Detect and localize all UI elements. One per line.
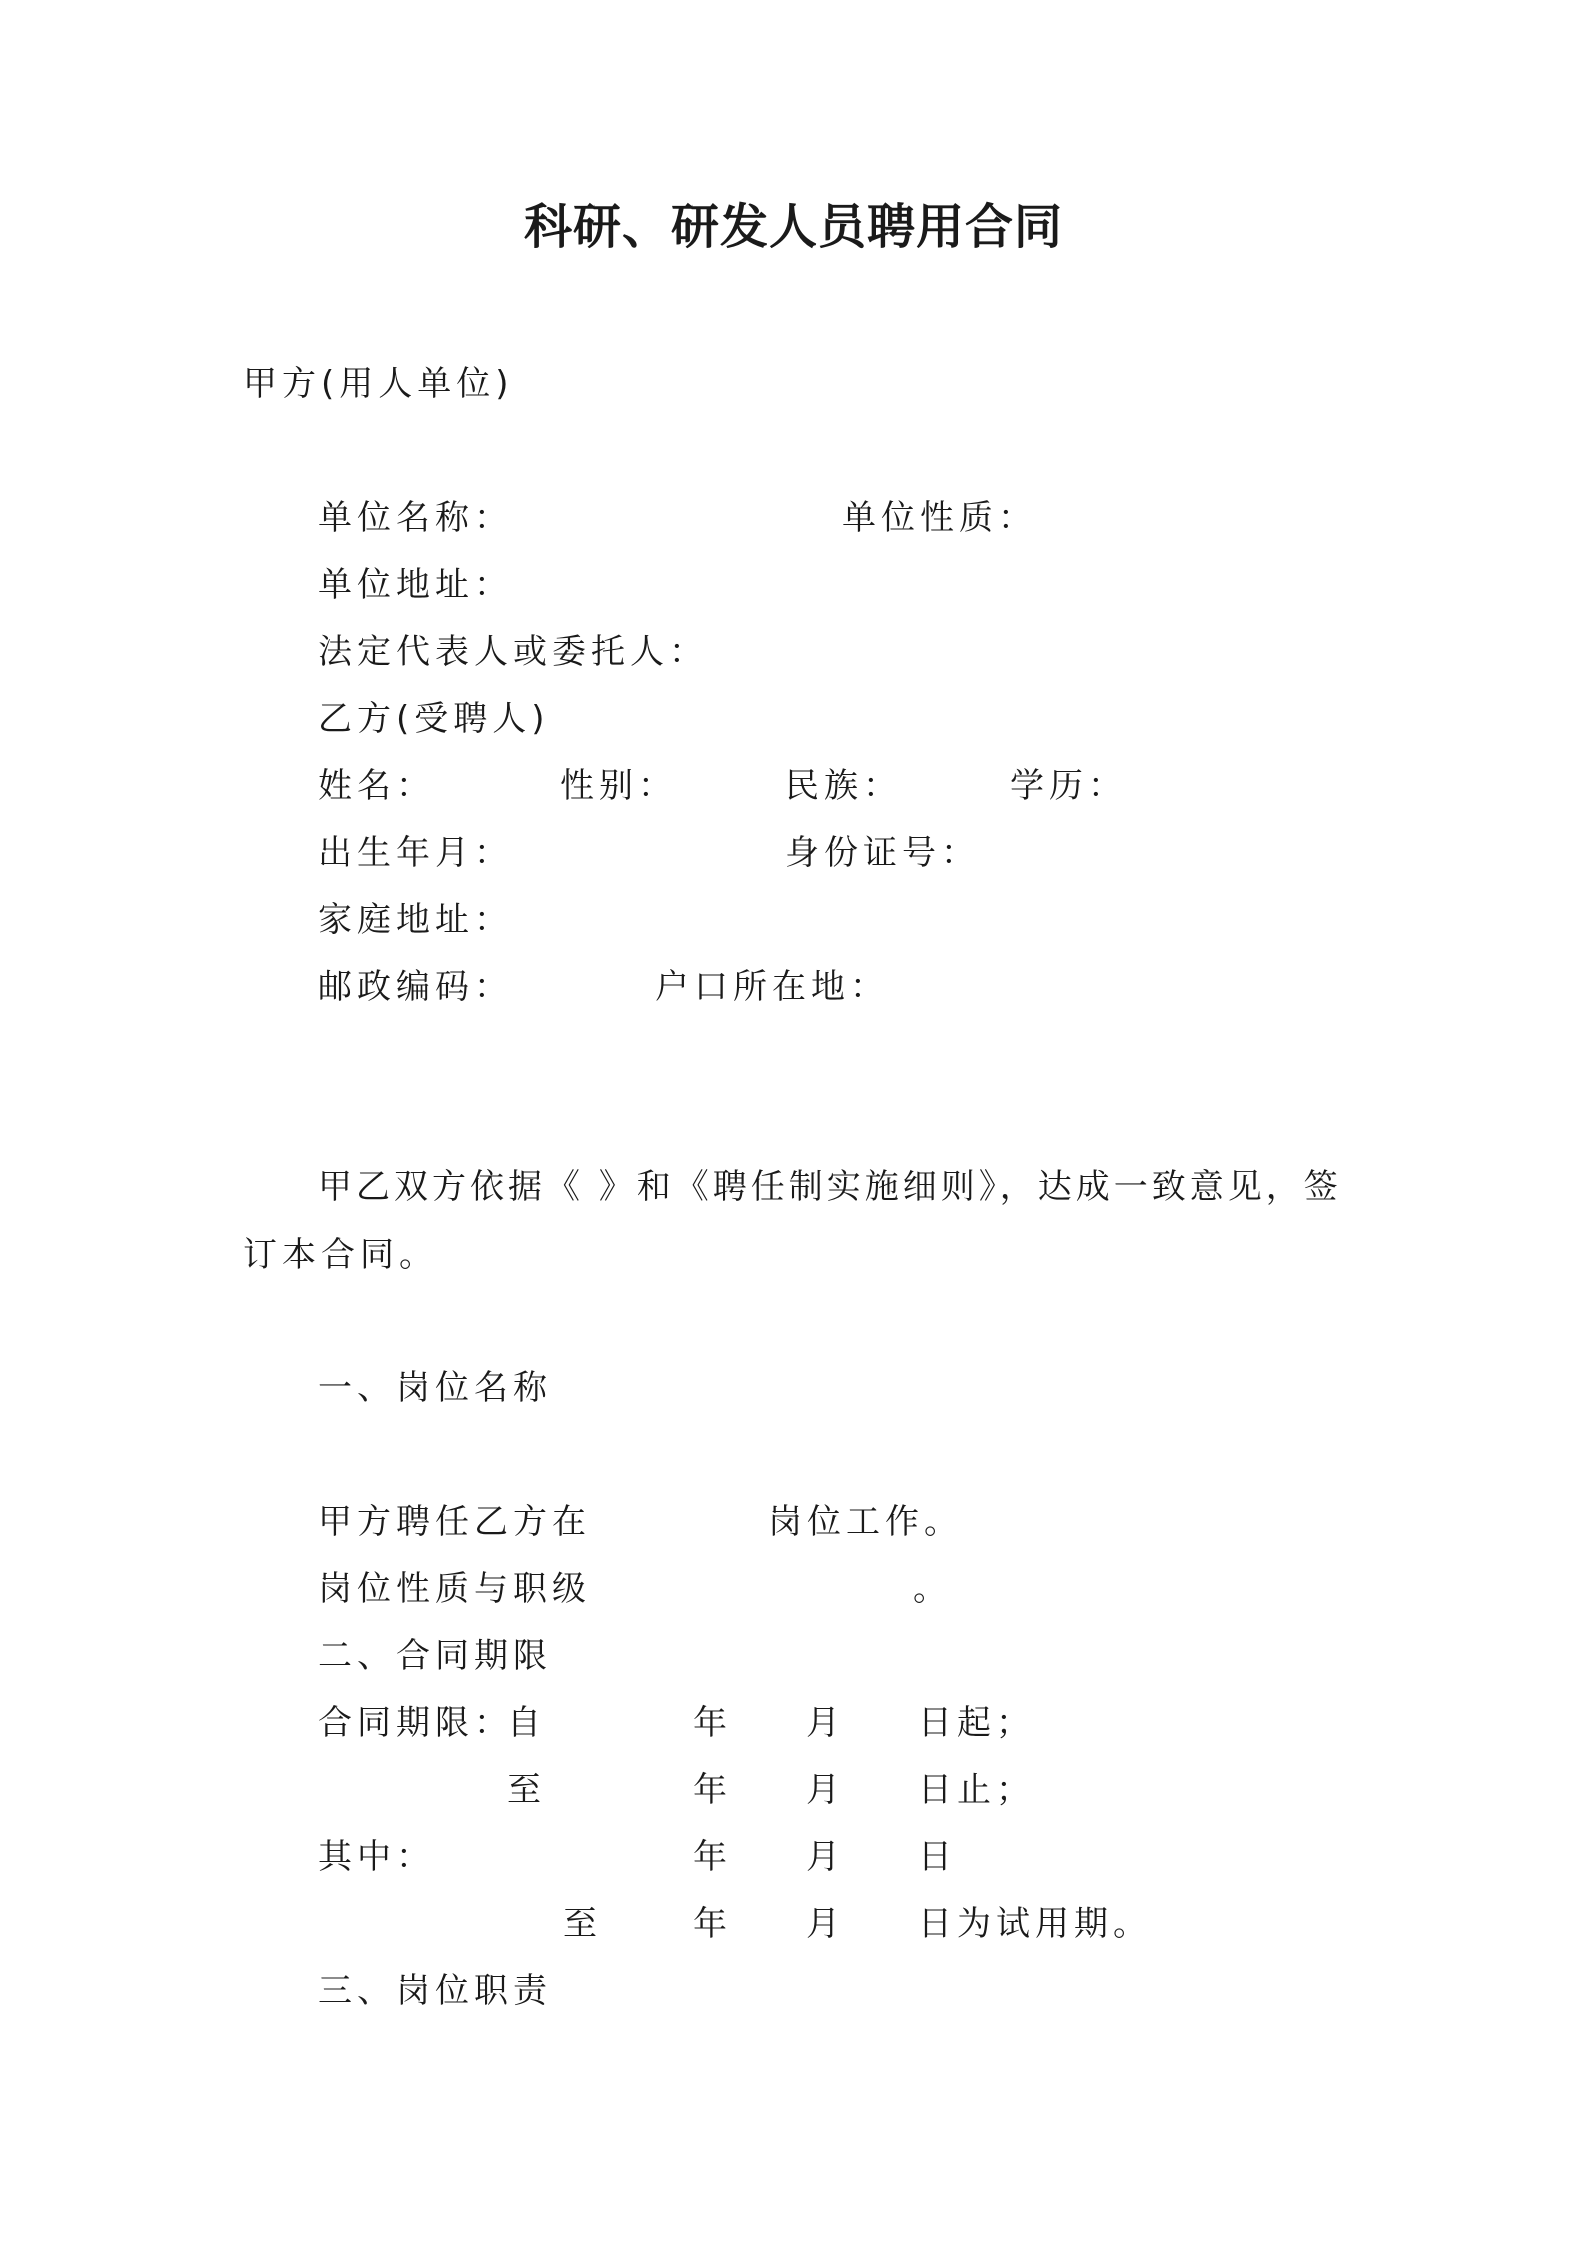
- period-start-month: 月: [806, 1703, 845, 1743]
- period-end-year: 年: [693, 1770, 732, 1810]
- postal-code-label: 邮政编码：: [318, 967, 513, 1007]
- probation-end-month: 月: [806, 1904, 845, 1944]
- post-suffix: 岗位工作。: [768, 1502, 963, 1542]
- name-label: 姓名：: [318, 766, 435, 806]
- post-nature-end: 。: [913, 1569, 952, 1609]
- legal-rep-label: 法定代表人或委托人：: [318, 632, 708, 672]
- intro-line-2: 订本合同。: [243, 1235, 438, 1275]
- party-a-heading: 甲方(用人单位): [243, 364, 514, 404]
- period-end-month: 月: [806, 1770, 845, 1810]
- id-number-label: 身份证号：: [785, 833, 980, 873]
- period-to: 至: [507, 1770, 546, 1810]
- probation-label: 其中：: [318, 1837, 435, 1877]
- section-2-heading: 二、合同期限: [318, 1636, 552, 1676]
- intro-line-1: 甲乙双方依据《 》和《聘任制实施细则》，达成一致意见，签: [318, 1167, 1342, 1207]
- period-start-day: 日起；: [918, 1703, 1035, 1743]
- post-nature-label: 岗位性质与职级: [318, 1569, 591, 1609]
- period-label: 合同期限：: [318, 1703, 513, 1743]
- page-title: 科研、研发人员聘用合同: [523, 199, 1063, 255]
- probation-start-day: 日: [918, 1837, 957, 1877]
- probation-end-day: 日为试用期。: [918, 1904, 1152, 1944]
- unit-name-label: 单位名称：: [318, 498, 513, 538]
- probation-end-year: 年: [693, 1904, 732, 1944]
- party-b-heading: 乙方(受聘人): [318, 699, 550, 739]
- post-prefix: 甲方聘任乙方在: [318, 1502, 591, 1542]
- probation-to: 至: [563, 1904, 602, 1944]
- ethnicity-label: 民族：: [785, 766, 902, 806]
- section-1-heading: 一、岗位名称: [318, 1368, 552, 1408]
- education-label: 学历：: [1010, 766, 1127, 806]
- probation-start-month: 月: [806, 1837, 845, 1877]
- birth-label: 出生年月：: [318, 833, 513, 873]
- unit-nature-label: 单位性质：: [842, 498, 1037, 538]
- period-from: 自: [507, 1703, 546, 1743]
- hukou-label: 户口所在地：: [655, 967, 889, 1007]
- period-end-day: 日止；: [918, 1770, 1035, 1810]
- probation-start-year: 年: [693, 1837, 732, 1877]
- home-address-label: 家庭地址：: [318, 900, 513, 940]
- gender-label: 性别：: [560, 766, 677, 806]
- unit-address-label: 单位地址：: [318, 565, 513, 605]
- section-3-heading: 三、岗位职责: [318, 1971, 552, 2011]
- period-start-year: 年: [693, 1703, 732, 1743]
